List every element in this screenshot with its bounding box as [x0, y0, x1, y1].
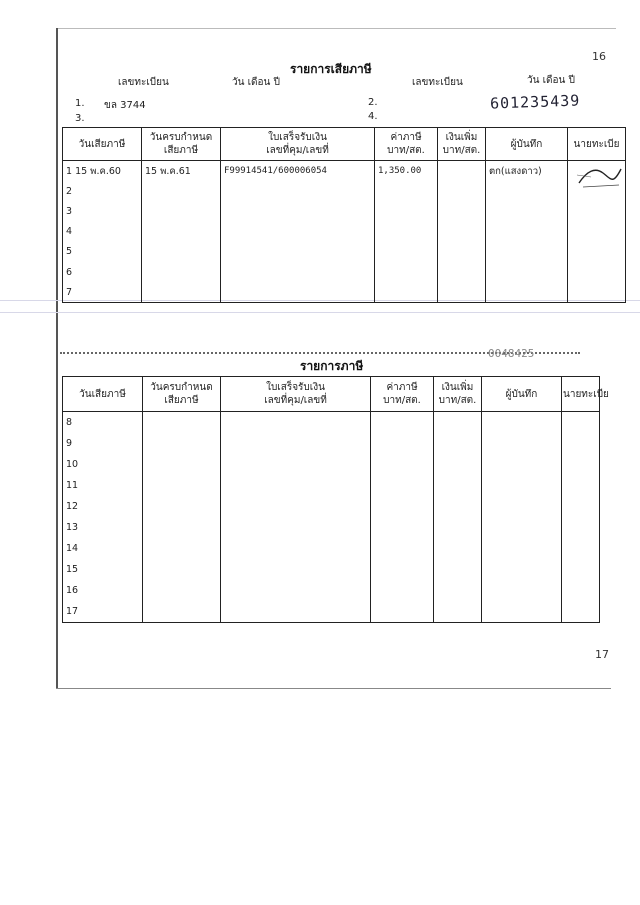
faint-stamp-number: 0048425 [488, 347, 535, 360]
registration-label-right: เลขทะเบียน [412, 77, 463, 88]
scan-border-top [56, 28, 616, 29]
table-row [63, 580, 600, 601]
tax-payment-table-bottom [62, 376, 609, 623]
table-header-row [63, 128, 626, 161]
row-number: 5 [63, 242, 142, 262]
col-header-receipt: ใบเสร็จรับเงิน เลขที่คุม/เลขที่ [221, 377, 371, 412]
col-header-registrar: นายทะเบีย [568, 128, 626, 161]
section-title-tax-payment: รายการเสียภาษี [290, 62, 372, 76]
table-row [63, 496, 600, 517]
entry-plate-value: ขล 3744 [104, 100, 146, 111]
table-header-row [63, 377, 600, 412]
row-number: 9 [63, 433, 143, 454]
date-label-left: วัน เดือน ปี [232, 77, 280, 88]
col-header-registrar: นายทะเบีย [562, 377, 600, 412]
col-header-tax: ค่าภาษี บาท/สต. [375, 128, 438, 161]
col-header-due-date: วันครบกำหนด เสียภาษี [142, 128, 221, 161]
table-row [63, 181, 626, 201]
row-number: 7 [63, 282, 142, 303]
page-number-top: 16 [592, 50, 606, 63]
table-row [63, 282, 626, 303]
entry-number: 4. [368, 111, 378, 122]
col-header-paid-date: วันเสียภาษี [63, 128, 142, 161]
row-cell-paid-date: 1 15 พ.ค.60 [63, 161, 142, 182]
row-cell-tax: 1,350.00 [375, 161, 438, 182]
table-row [63, 538, 600, 559]
row-cell-recorder: ตก(แสงดาว) [486, 161, 568, 182]
table-row [63, 559, 600, 580]
table-row [63, 242, 626, 262]
col-header-due-date: วันครบกำหนด เสียภาษี [143, 377, 221, 412]
table-row [63, 262, 626, 282]
row-cell-surcharge [438, 161, 486, 182]
entry-number: 1. [75, 98, 85, 109]
section-title-tax-list: รายการภาษี [300, 359, 364, 373]
row-number: 6 [63, 262, 142, 282]
col-header-recorder: ผู้บันทึก [482, 377, 562, 412]
table-row [63, 454, 600, 475]
col-header-recorder: ผู้บันทึก [486, 128, 568, 161]
page-fold-line [0, 312, 640, 313]
entry-number: 3. [75, 113, 85, 124]
row-cell-due-date: 15 พ.ค.61 [142, 161, 221, 182]
row-number: 13 [63, 517, 143, 538]
registration-label-left: เลขทะเบียน [118, 77, 169, 88]
row-number: 15 [63, 559, 143, 580]
col-header-receipt: ใบเสร็จรับเงิน เลขที่คุม/เลขที่ [221, 128, 375, 161]
col-header-surcharge: เงินเพิ่ม บาท/สต. [438, 128, 486, 161]
tax-payment-table-top [62, 127, 626, 303]
row-number: 17 [63, 601, 143, 623]
table-row [63, 201, 626, 221]
table-row [63, 601, 600, 623]
row-number: 10 [63, 454, 143, 475]
page-number-bottom: 17 [595, 648, 609, 661]
registrar-signature-stamp [573, 163, 625, 191]
col-header-surcharge: เงินเพิ่ม บาท/สต. [434, 377, 482, 412]
scan-border-bottom [56, 688, 611, 689]
table-row [63, 475, 600, 496]
table-row [63, 412, 600, 434]
col-header-tax: ค่าภาษี บาท/สต. [371, 377, 434, 412]
table-row [63, 517, 600, 538]
row-number: 12 [63, 496, 143, 517]
table-row [63, 222, 626, 242]
row-number: 11 [63, 475, 143, 496]
row-number: 3 [63, 201, 142, 221]
table-row [63, 161, 626, 182]
row-number: 14 [63, 538, 143, 559]
scan-border-left [56, 28, 58, 688]
table-row [63, 433, 600, 454]
row-number: 2 [63, 181, 142, 201]
handwritten-number: 601235439 [489, 91, 581, 113]
row-cell-receipt: F99914541/600006054 [221, 161, 375, 182]
entry-number: 2. [368, 97, 378, 108]
row-number: 4 [63, 222, 142, 242]
date-label-right: วัน เดือน ปี [527, 75, 575, 86]
row-number: 8 [63, 412, 143, 434]
row-number: 16 [63, 580, 143, 601]
col-header-paid-date: วันเสียภาษี [63, 377, 143, 412]
